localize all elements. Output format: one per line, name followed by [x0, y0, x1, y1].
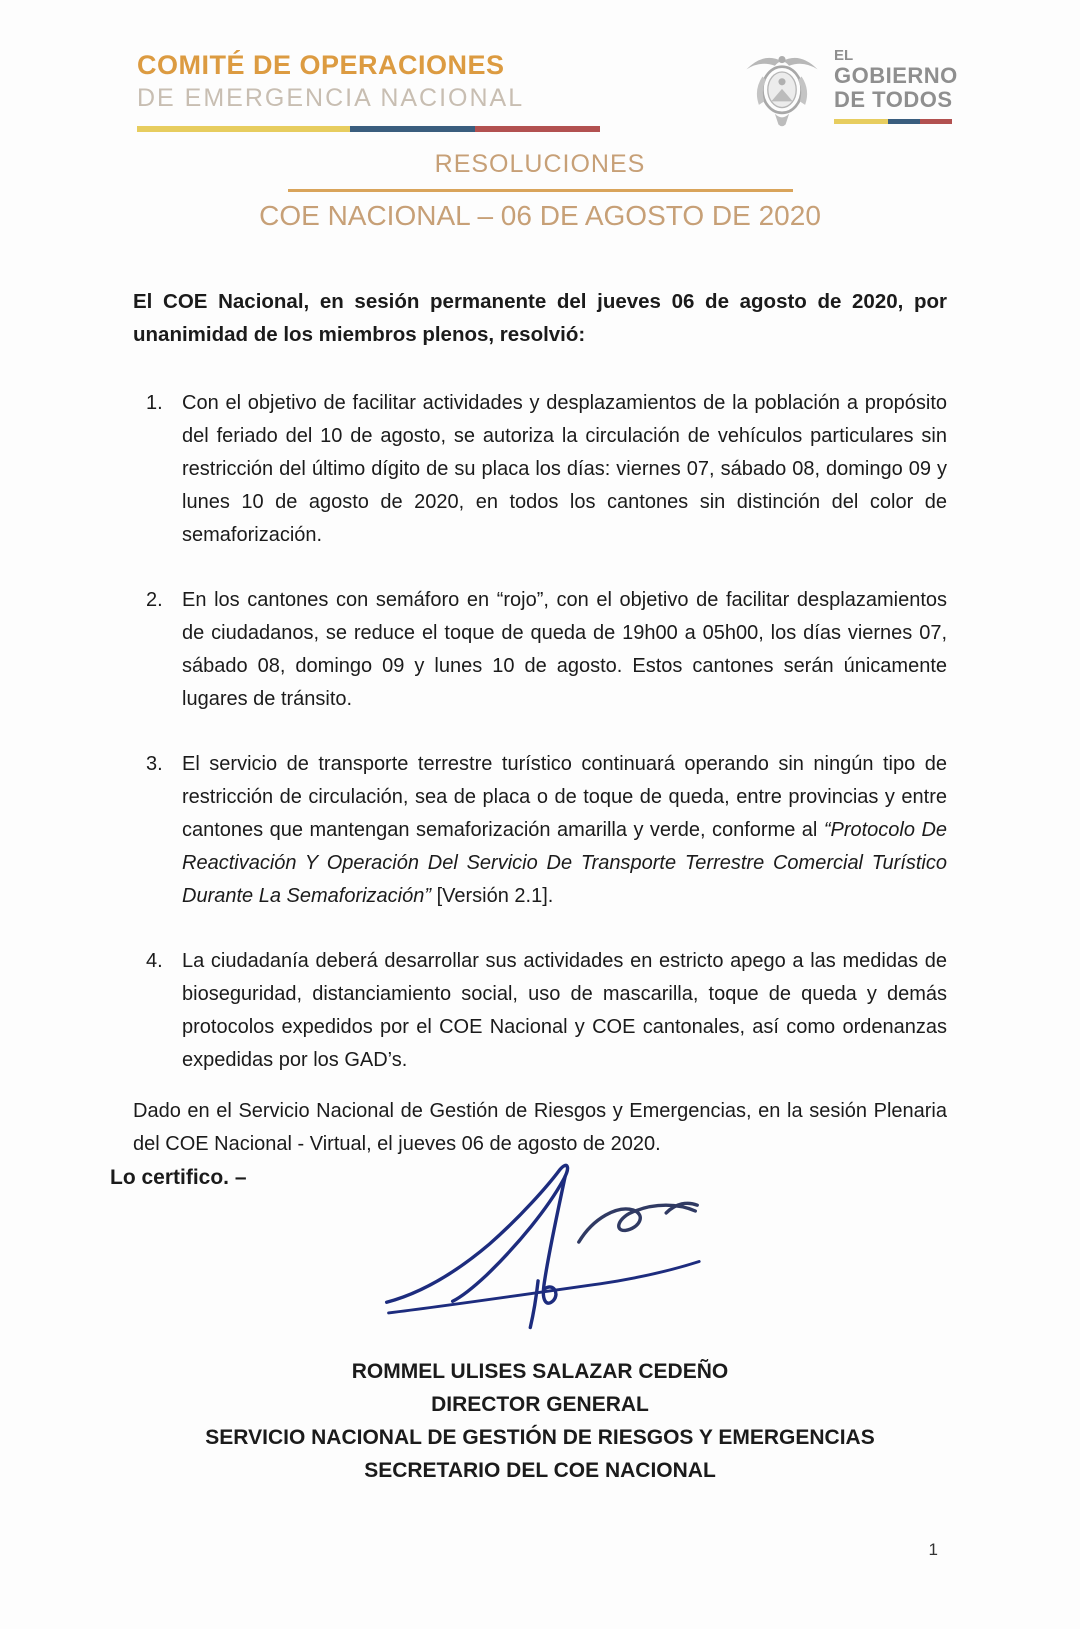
- signer-title: DIRECTOR GENERAL: [431, 1393, 649, 1416]
- resolution-number: 1.: [146, 392, 163, 414]
- title-coe-date: COE NACIONAL – 06 DE AGOSTO DE 2020: [259, 200, 821, 231]
- flag-stripe-yellow: [137, 126, 350, 132]
- resolution-text: Con el objetivo de facilitar actividades y desplazamientos de la población a propósito del feriado del 10 de agosto, se autoriza la circulación de vehículos particulares sin restricción del último dígito de su placa los días: viernes 07, sábado 08, domingo 09 y lunes 10 de agosto de 2020, en todos los cantones sin distinción del color de semaforización.: [182, 392, 947, 546]
- committee-name-line1: COMITÉ DE OPERACIONES: [137, 50, 505, 80]
- government-logo: [736, 48, 958, 128]
- ecuador-coat-of-arms-icon: [736, 48, 828, 128]
- document-title: [0, 150, 1080, 232]
- resolution-item-1: [133, 387, 947, 552]
- government-logo-line1: EL: [834, 47, 854, 64]
- page-number: 1: [928, 1540, 938, 1559]
- government-logo-line3: DE TODOS: [834, 87, 953, 112]
- signer-role: SECRETARIO DEL COE NACIONAL: [364, 1459, 716, 1482]
- government-logo-line2: GOBIERNO: [834, 63, 958, 88]
- resolution-number: 3.: [146, 753, 163, 775]
- resolution-item-3: [133, 748, 947, 913]
- resolution-text: En los cantones con semáforo en “rojo”, con el objetivo de facilitar desplazamientos de ciudadanos, se reduce el toque de queda de 19h00 a 05h00, los días viernes 07, sábado 08, domingo 09 y lunes 10 de agosto. Estos cantones serán únicamente lugares de tránsito.: [182, 589, 947, 710]
- title-divider: [288, 189, 793, 192]
- resolution-number: 2.: [146, 589, 163, 611]
- signature-ink: [375, 1155, 705, 1333]
- signature-area: [133, 1194, 947, 1339]
- committee-name-line2: DE EMERGENCIA NACIONAL: [137, 84, 525, 112]
- flag-stripe-small-red: [920, 119, 952, 124]
- resolution-text: La ciudadanía deberá desarrollar sus actividades en estricto apego a las medidas de bioseguridad, distanciamiento social, uso de mascarilla, toque de queda y demás protocolos expedidos por el COE Nacional y COE cantonales, así como ordenanzas expedidas por los GAD’s.: [182, 950, 947, 1071]
- flag-stripe: [137, 126, 600, 132]
- signer-organization: SERVICIO NACIONAL DE GESTIÓN DE RIESGOS Y EMERGENCIAS: [205, 1426, 875, 1449]
- flag-stripe-blue: [350, 126, 475, 132]
- resolution-text-suffix: [Versión 2.1].: [431, 885, 554, 907]
- signer-name: ROMMEL ULISES SALAZAR CEDEÑO: [351, 1360, 729, 1383]
- resolution-item-2: [133, 584, 947, 716]
- resolution-item-4: [133, 945, 947, 1077]
- resolution-text-normal: El servicio de transporte terrestre turístico continuará operando sin ningún tipo de restricción de circulación, sea de placa o de toque de queda, entre provincias y entre cantones que mantengan semaforización amarilla y verde, conforme al: [182, 753, 947, 841]
- committee-logo: [137, 50, 600, 132]
- document-body: [110, 285, 948, 1487]
- flag-stripe-small: [834, 119, 952, 124]
- resolution-number: 4.: [146, 950, 163, 972]
- resolution-text-italic: “Protocolo De Reactivación Y Operación Del Servicio De Transporte Terrestre Comercial Turístico Durante La Semaforización”: [182, 819, 948, 907]
- signer-block: [133, 1355, 947, 1487]
- flag-stripe-small-blue: [888, 119, 920, 124]
- resolution-text: [182, 748, 947, 913]
- flag-stripe-small-yellow: [834, 119, 888, 124]
- closing-paragraph: Dado en el Servicio Nacional de Gestión de Riesgos y Emergencias, en la sesión Plenaria del COE Nacional - Virtual, el jueves 06 de agosto de 2020.: [133, 1100, 947, 1155]
- intro-paragraph: El COE Nacional, en sesión permanente del jueves 06 de agosto de 2020, por unanimidad de los miembros plenos, resolvió:: [133, 290, 947, 346]
- government-logo-text: [834, 48, 958, 124]
- flag-stripe-red: [475, 126, 600, 132]
- certify-line: Lo certifico. –: [110, 1166, 247, 1189]
- title-resoluciones: RESOLUCIONES: [434, 150, 646, 178]
